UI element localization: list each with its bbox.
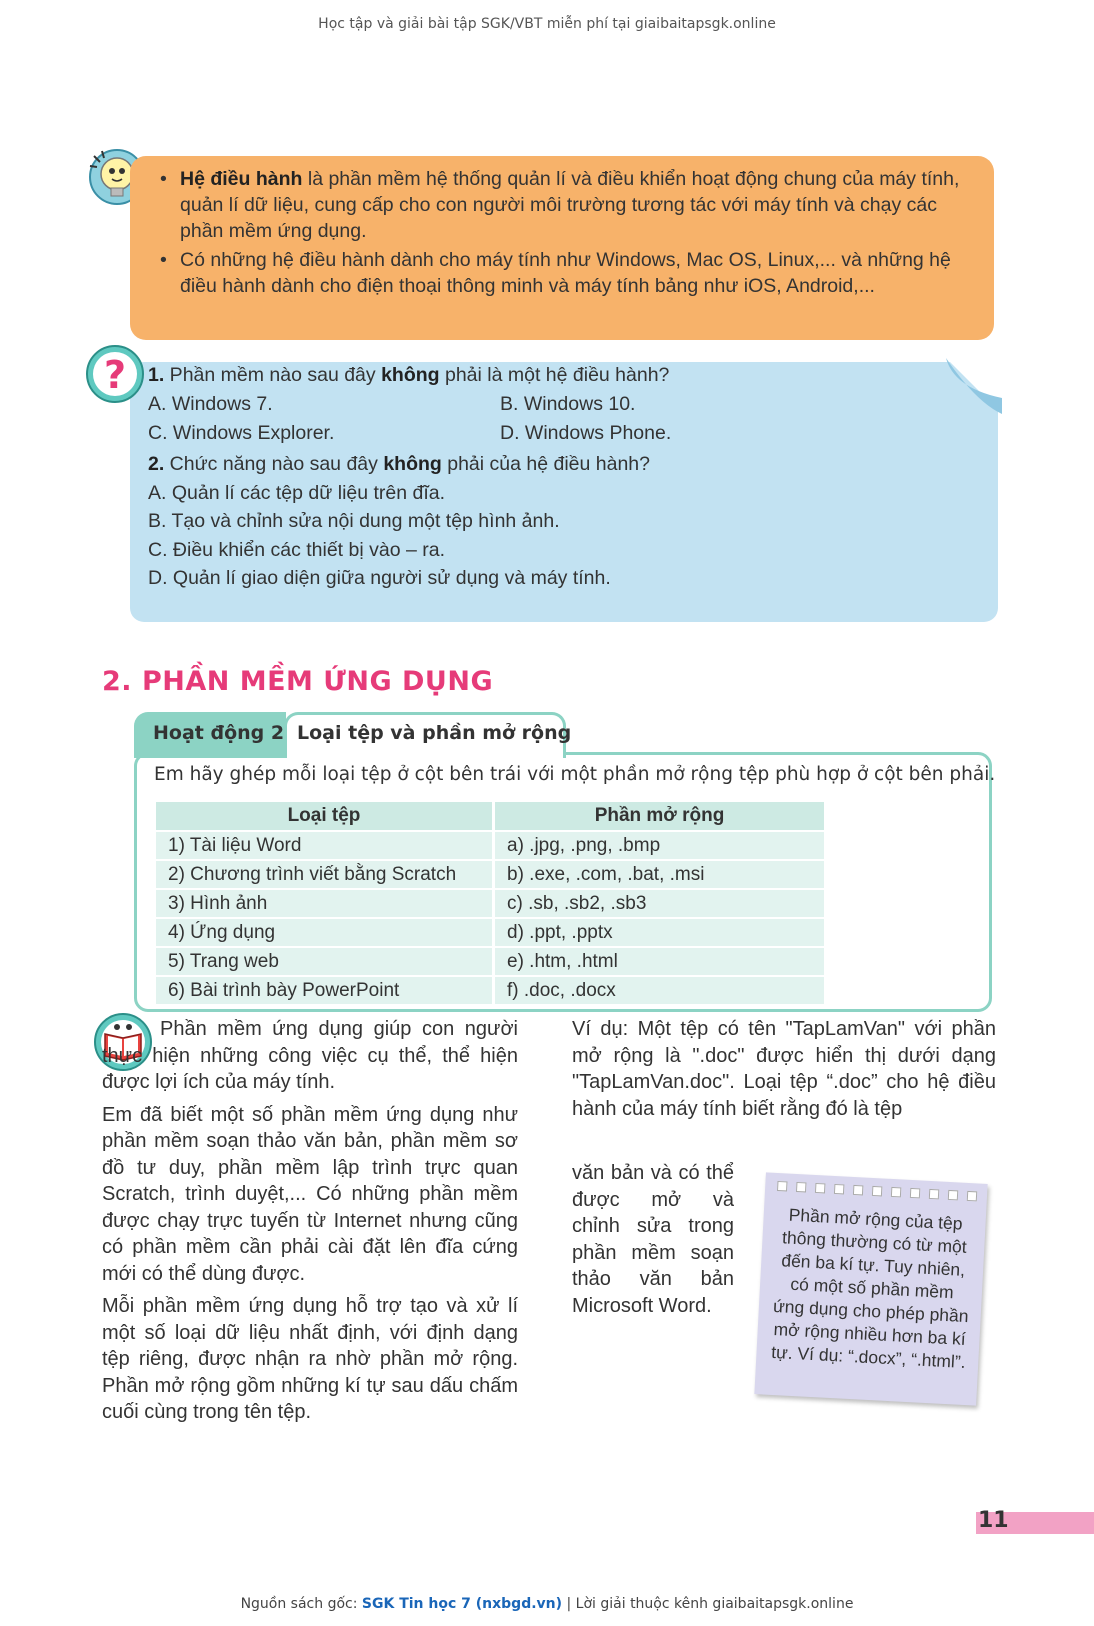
note-bullet-1: • Hệ điều hành là phần mềm hệ thống quản lí và điều khiển hoạt động chung của máy tính, quản lí dữ liệu, cung cấp cho con người môi trường tương tác với máy tính và chạy các phần mềm ứng dụng. (156, 166, 968, 244)
paragraph-2: Em đã biết một số phần mềm ứng dụng như phần mềm soạn thảo văn bản, phần mềm sơ đồ tư duy, phần mềm lập trình trực quan Scratch, trình duyệt,... Có những phần mềm được chạy trực tuyến từ Internet nhưng cũng có phần mềm cần phải cài đặt lên đĩa cứng mới có thể dùng được. (102, 1103, 518, 1285)
table-row (156, 832, 824, 859)
question-1: 1. Phần mềm nào sau đây không phải là một hệ điều hành? (148, 364, 670, 386)
q1-option-b: B. Windows 10. (500, 393, 636, 415)
footer-source-link[interactable]: SGK Tin học 7 (nxbgd.vn) (361, 1596, 563, 1612)
cell-file-type: 1) Tài liệu Word (156, 832, 492, 859)
activity-label: Hoạt động 2 (153, 722, 285, 744)
cell-extension: c) .sb, .sb2, .sb3 (492, 890, 824, 917)
cell-file-type: 3) Hình ảnh (156, 890, 492, 917)
table-row (156, 948, 824, 975)
paragraph-1: Phần mềm ứng dụng giúp con người thực hiện những công việc cụ thể, thể hiện được lợi ích của máy tính. (102, 1018, 518, 1093)
activity-instruction: Em hãy ghép mỗi loại tệp ở cột bên trái với một phần mở rộng tệp phù hợp ở cột bên phải. (154, 764, 996, 785)
cell-extension: a) .jpg, .png, .bmp (492, 832, 824, 859)
question-2: 2. Chức năng nào sau đây không phải của hệ điều hành? (148, 453, 650, 475)
q2-option-c: C. Điều khiển các thiết bị vào – ra. (148, 539, 445, 561)
file-type-table (156, 800, 824, 1006)
section-title: 2. PHẦN MỀM ỨNG DỤNG (102, 666, 494, 697)
col-header-extension: Phần mở rộng (492, 802, 824, 830)
svg-text:?: ? (103, 353, 127, 397)
paragraph-3: Mỗi phần mềm ứng dụng hỗ trợ tạo và xử lí một số loại dữ liệu nhất định, với định dạng tệp riêng, được nhận ra nhờ phần mở rộng. Phần mở rộng gồm những kí tự sau dấu chấm cuối cùng trong tên tệp. (102, 1295, 518, 1423)
page-number: 11 (978, 1508, 1009, 1533)
cell-file-type: 5) Trang web (156, 948, 492, 975)
table-row (156, 977, 824, 1004)
col-header-file-type: Loại tệp (156, 802, 492, 830)
q2-option-a: A. Quản lí các tệp dữ liệu trên đĩa. (148, 482, 446, 504)
table-row (156, 890, 824, 917)
table-row (156, 861, 824, 888)
page-footer: Nguồn sách gốc: SGK Tin học 7 (nxbgd.vn) | Lời giải thuộc kênh giaibaitapsgk.online (240, 1596, 854, 1612)
cell-extension: f) .doc, .docx (492, 977, 824, 1004)
table-row (156, 919, 824, 946)
page-header: Học tập và giải bài tập SGK/VBT miễn phí tại giaibaitapsgk.online (318, 16, 776, 32)
note-bullet-2: • Có những hệ điều hành dành cho máy tính như Windows, Mac OS, Linux,... và những hệ điều hành dành cho điện thoại thông minh và máy tính bảng như iOS, Android,... (156, 247, 968, 299)
cell-extension: d) .ppt, .pptx (492, 919, 824, 946)
q2-option-b: B. Tạo và chỉnh sửa nội dung một tệp hình ảnh. (148, 510, 560, 532)
summary-note (130, 156, 994, 340)
sticky-note (754, 1172, 987, 1405)
example-paragraph: Ví dụ: Một tệp có tên "TapLamVan" với phần mở rộng là ".doc" được hiển thị dưới dạng "TapLamVan.doc". Loại tệp “.doc” cho hệ điều hành của máy tính biết rằng đó là tệp (572, 1018, 996, 1120)
question-mark-icon (85, 344, 145, 404)
body-left-column (102, 1016, 518, 1432)
q2-option-d: D. Quản lí giao diện giữa người sử dụng và máy tính. (148, 567, 611, 589)
cell-file-type: 6) Bài trình bày PowerPoint (156, 977, 492, 1004)
page-fold-icon (946, 358, 1002, 414)
q1-option-a: A. Windows 7. (148, 393, 273, 415)
q1-option-c: C. Windows Explorer. (148, 422, 335, 444)
q1-option-d: D. Windows Phone. (500, 422, 672, 444)
example-continuation: văn bản và có thể được mở và chỉnh sửa trong phần mềm soạn thảo văn bản Microsoft Word. (572, 1162, 734, 1317)
sticky-note-text: Phần mở rộng của tệp thông thường có từ một đến ba kí tự. Tuy nhiên, có một số phần mềm ứng dụng cho phép phần mở rộng nhiều hơn ba kí tự. Ví dụ: “.docx”, “.html”. (770, 1204, 970, 1373)
cell-file-type: 4) Ứng dụng (156, 919, 492, 946)
activity-title: Loại tệp và phần mở rộng (297, 722, 572, 744)
cell-extension: b) .exe, .com, .bat, .msi (492, 861, 824, 888)
cell-file-type: 2) Chương trình viết bằng Scratch (156, 861, 492, 888)
cell-extension: e) .htm, .html (492, 948, 824, 975)
